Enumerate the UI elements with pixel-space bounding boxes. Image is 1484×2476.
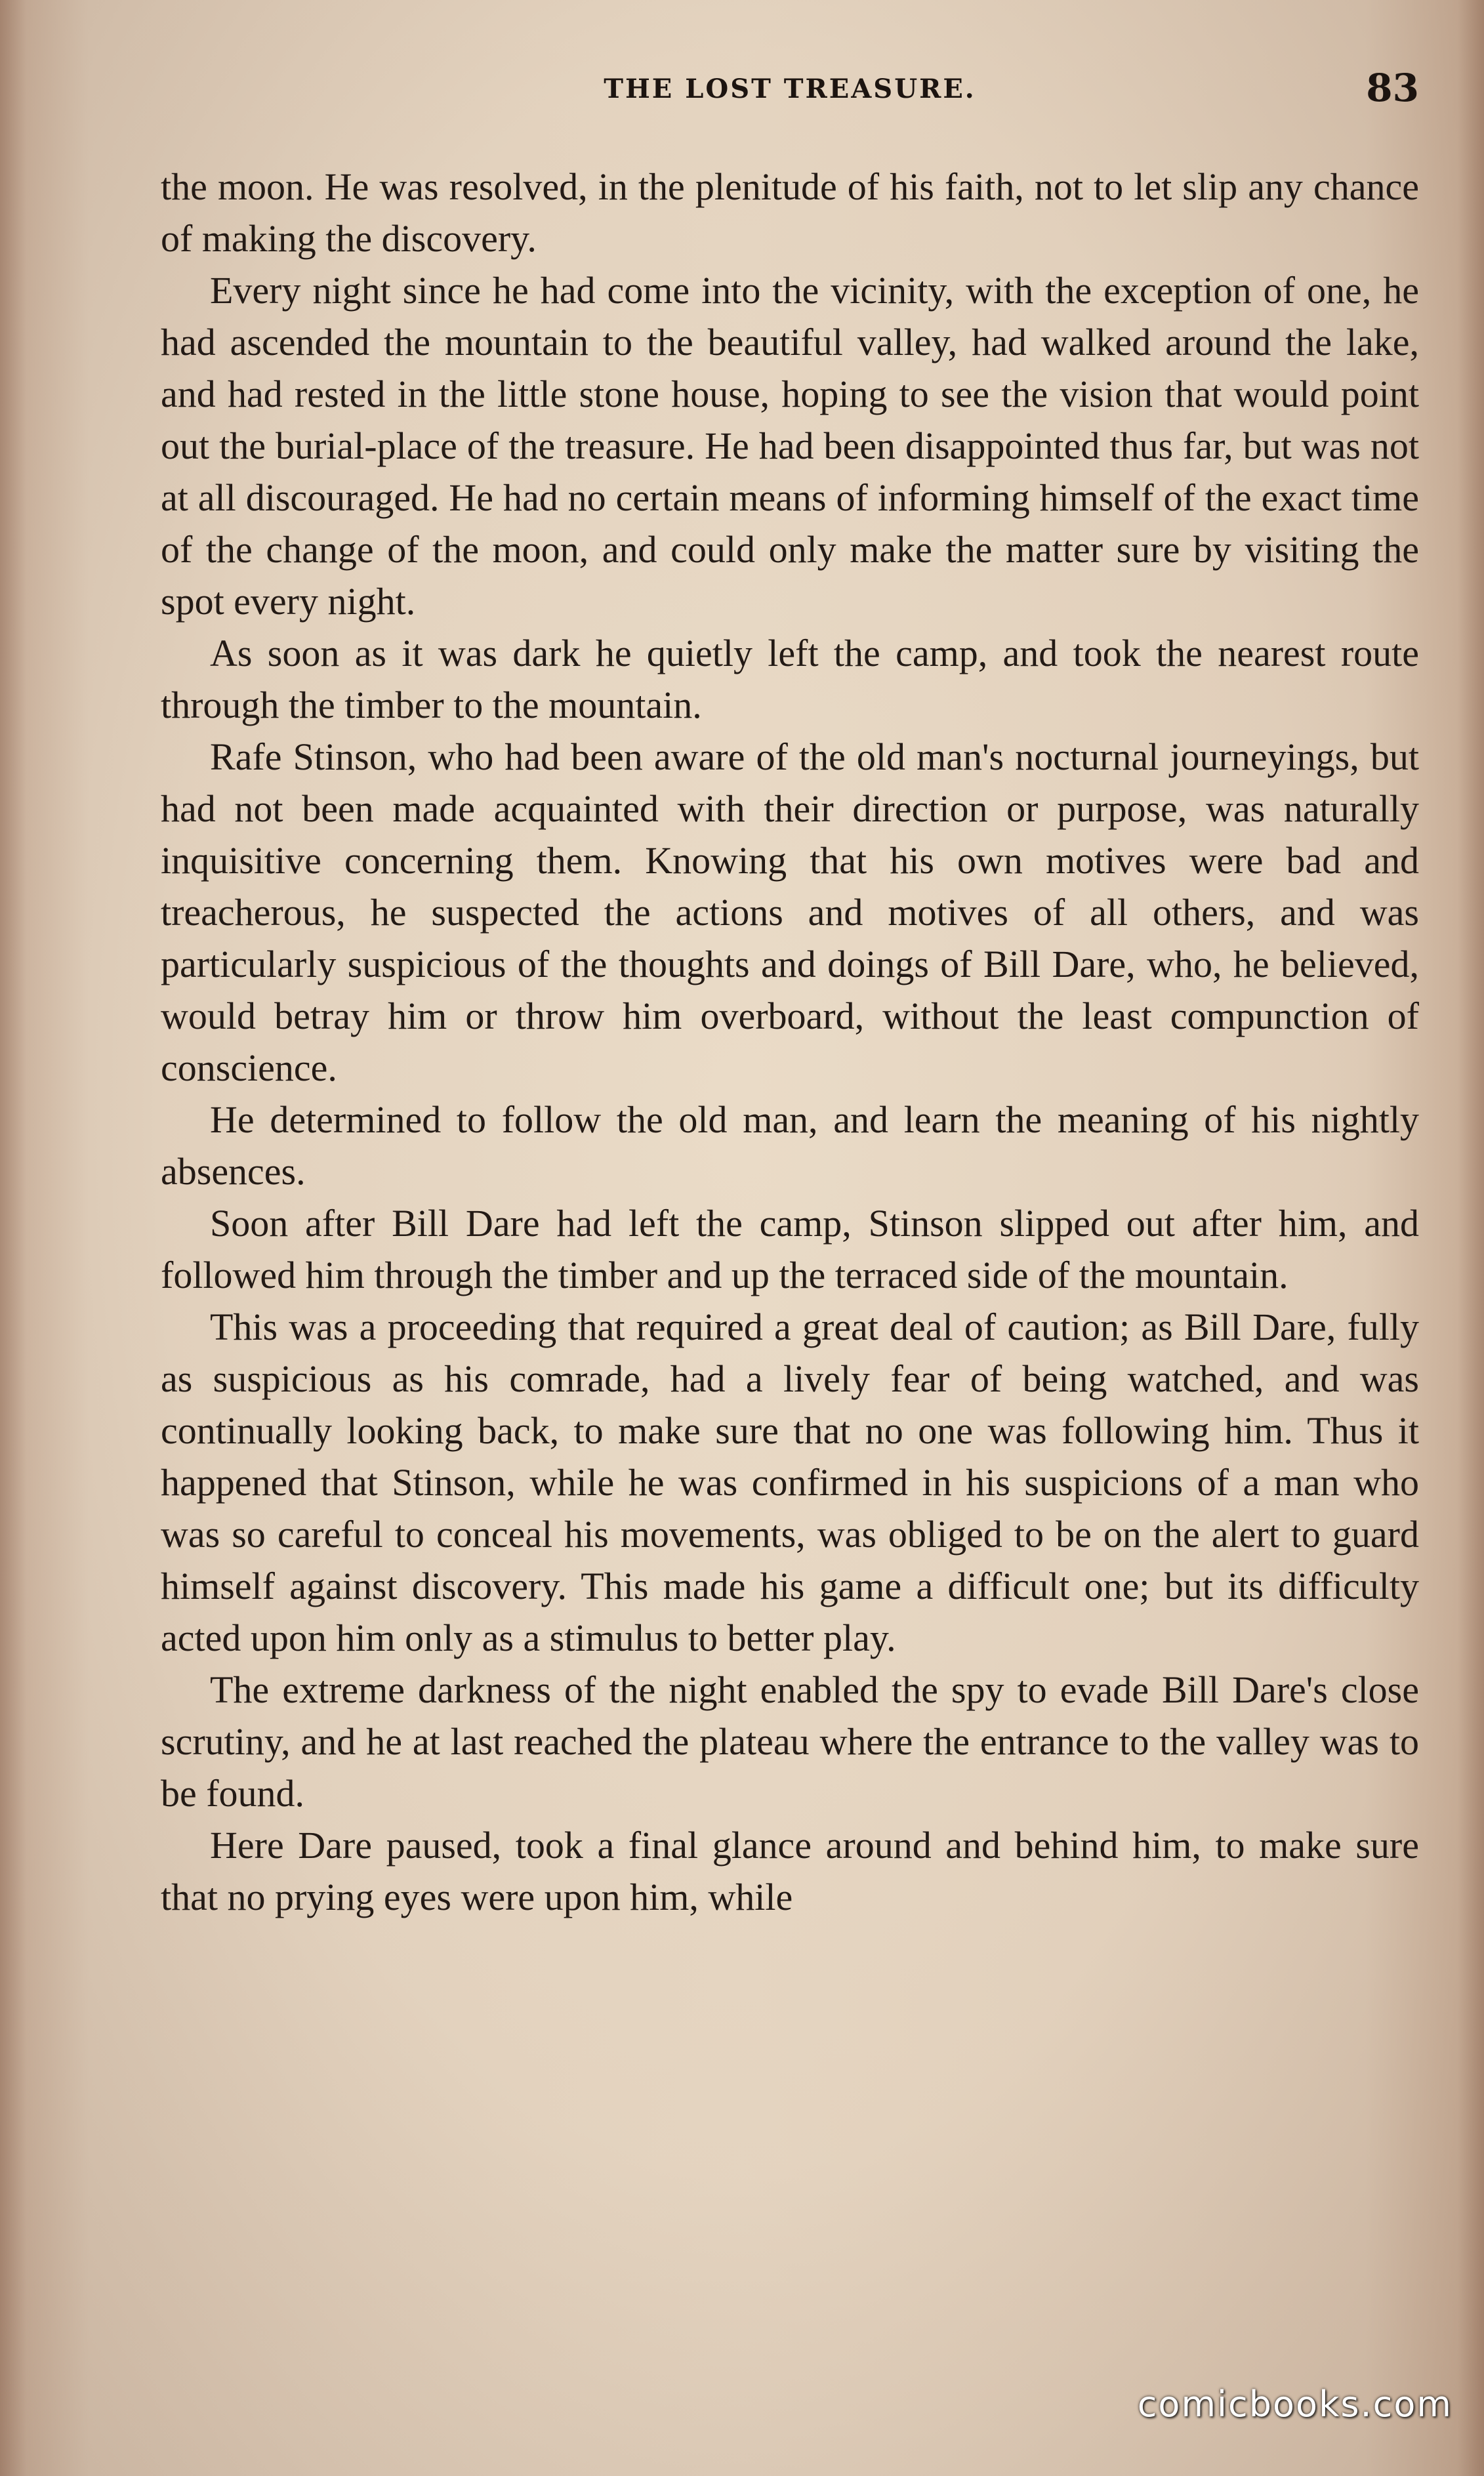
- body-text: [161, 161, 1419, 1923]
- page-edge-right: [1458, 0, 1484, 2476]
- running-title: THE LOST TREASURE.: [604, 73, 976, 104]
- paragraph: As soon as it was dark he quietly left the camp, and took the nearest route through the timber to the mountain.: [161, 632, 1419, 726]
- page-header: [161, 66, 1419, 118]
- watermark: comicbooks.com: [1137, 2383, 1453, 2425]
- paragraph: He determined to follow the old man, and learn the meaning of his nightly absences.: [161, 1098, 1419, 1193]
- paragraph: Soon after Bill Dare had left the camp, Stinson slipped out after him, and followed him through the timber and up the terraced side of the mountain.: [161, 1202, 1419, 1296]
- paragraph: Here Dare paused, took a final glance around and behind him, to make sure that no prying eyes were upon him, while: [161, 1824, 1419, 1918]
- paragraph: The extreme darkness of the night enabled the spy to evade Bill Dare's close scrutiny, and he at last reached the plateau where the entrance to the valley was to be found.: [161, 1668, 1419, 1815]
- paragraph: the moon. He was resolved, in the plenitude of his faith, not to let slip any chance of making the discovery.: [161, 165, 1419, 260]
- paragraph: Every night since he had come into the vicinity, with the exception of one, he had ascended the mountain to the beautiful valley, had walked around the lake, and had rested in the little stone house, hoping to see the vision that would point out the burial-place of the treasure. He had been disappointed thus far, but was not at all discouraged. He had no certain means of informing himself of the exact time of the change of the moon, and could only make the matter sure by visiting the spot every night.: [161, 269, 1419, 623]
- page-edge-left: [0, 0, 26, 2476]
- paragraph: This was a proceeding that required a great deal of caution; as Bill Dare, fully as suspicious as his comrade, had a lively fear of being watched, and was continually looking back, to make sure that no one was following him. Thus it happened that Stinson, while he was confirmed in his suspicions of a man who was so careful to conceal his movements, was obliged to be on the alert to guard himself against discovery. This made his game a difficult one; but its difficulty acted upon him only as a stimulus to better play.: [161, 1306, 1419, 1659]
- page-number: 83: [1366, 66, 1419, 110]
- paragraph: Rafe Stinson, who had been aware of the old man's nocturnal journeyings, but had not been made acquainted with their direction or purpose, was naturally inquisitive concerning them. Knowing that his own motives were bad and treacherous, he suspected the actions and motives of all others, and was particularly suspicious of the thoughts and doings of Bill Dare, who, he believed, would betray him or throw him overboard, without the least compunction of conscience.: [161, 735, 1419, 1089]
